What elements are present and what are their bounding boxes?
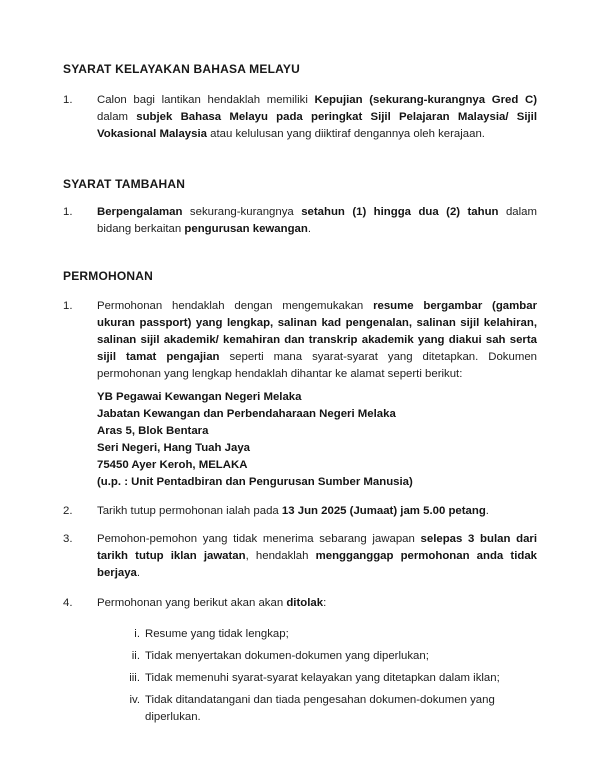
numbered-item xyxy=(63,298,537,383)
list-item-text: Tidak menyertakan dokumen-dokumen yang diperlukan; xyxy=(145,650,429,662)
address-line: Jabatan Kewangan dan Perbendaharaan Negeri Melaka xyxy=(97,408,396,420)
list-item xyxy=(117,626,537,643)
list-item-numeral: i. xyxy=(134,628,140,640)
section-heading: PERMOHONAN xyxy=(63,269,154,283)
list-item-text: Resume yang tidak lengkap; xyxy=(145,628,289,640)
section-syarat-tambahan xyxy=(63,176,537,238)
mailing-address-block xyxy=(97,389,537,491)
section-heading: SYARAT TAMBAHAN xyxy=(63,177,186,191)
numbered-item xyxy=(63,531,537,582)
section-permohonan xyxy=(63,268,537,726)
list-item-numeral: iii. xyxy=(129,672,140,684)
item-number: 1. xyxy=(63,206,73,218)
list-item-text: Tidak ditandatangani dan tiada pengesahan dokumen-dokumen yang diperlukan. xyxy=(145,694,495,723)
item-text: Pemohon-pemohon yang tidak menerima sebarang jawapan selepas 3 bulan dari tarikh tutup iklan jawatan, hendaklah mengganggap permohonan anda tidak berjaya. xyxy=(97,533,537,579)
list-item-numeral: ii. xyxy=(131,650,140,662)
item-number: 2. xyxy=(63,505,73,517)
numbered-item xyxy=(63,204,537,238)
rejection-reasons-list xyxy=(117,626,537,726)
address-line: Aras 5, Blok Bentara xyxy=(97,425,209,437)
numbered-item xyxy=(63,92,537,143)
list-item xyxy=(117,692,537,726)
item-number: 1. xyxy=(63,300,73,312)
list-item xyxy=(117,648,537,665)
item-number: 4. xyxy=(63,597,73,609)
address-line: 75450 Ayer Keroh, MELAKA xyxy=(97,459,248,471)
item-text: Berpengalaman sekurang-kurangnya setahun (1) hingga dua (2) tahun dalam bidang berkaitan pengurusan kewangan. xyxy=(97,206,537,235)
numbered-item xyxy=(63,503,537,520)
item-text: Permohonan hendaklah dengan mengemukakan resume bergambar (gambar ukuran passport) yang lengkap, salinan kad pengenalan, salinan sijil kelahiran, salinan sijil akademik/ kemahiran dan transkrip akademik yang diakui sah serta sijil tamat pengajian seperti mana syarat-syarat yang ditetapkan. Dokumen permohonan yang lengkap hendaklah dihantar ke alamat seperti berikut: xyxy=(97,300,537,380)
item-number: 1. xyxy=(63,94,73,106)
spacer xyxy=(63,612,97,726)
list-item xyxy=(117,670,537,687)
section-heading: SYARAT KELAYAKAN BAHASA MELAYU xyxy=(63,62,300,76)
item-text: Permohonan yang berikut akan akan ditolak: xyxy=(97,597,327,609)
address-line: YB Pegawai Kewangan Negeri Melaka xyxy=(97,391,302,403)
list-item-text: Tidak memenuhi syarat-syarat kelayakan yang ditetapkan dalam iklan; xyxy=(145,672,500,684)
address-line: Seri Negeri, Hang Tuah Jaya xyxy=(97,442,250,454)
numbered-item xyxy=(63,595,537,612)
item-text: Calon bagi lantikan hendaklah memiliki Kepujian (sekurang-kurangnya Gred C) dalam subjek Bahasa Melayu pada peringkat Sijil Pelajaran Malaysia/ Sijil Vokasional Malaysia atau kelulusan yang diiktiraf dengannya oleh kerajaan. xyxy=(97,94,537,140)
address-line: (u.p. : Unit Pentadbiran dan Pengurusan Sumber Manusia) xyxy=(97,476,413,488)
item-number: 3. xyxy=(63,533,73,545)
item-text: Tarikh tutup permohonan ialah pada 13 Jun 2025 (Jumaat) jam 5.00 petang. xyxy=(97,505,489,517)
list-item-numeral: iv. xyxy=(129,694,140,706)
section-syarat-kelayakan-bahasa-melayu xyxy=(63,61,537,143)
